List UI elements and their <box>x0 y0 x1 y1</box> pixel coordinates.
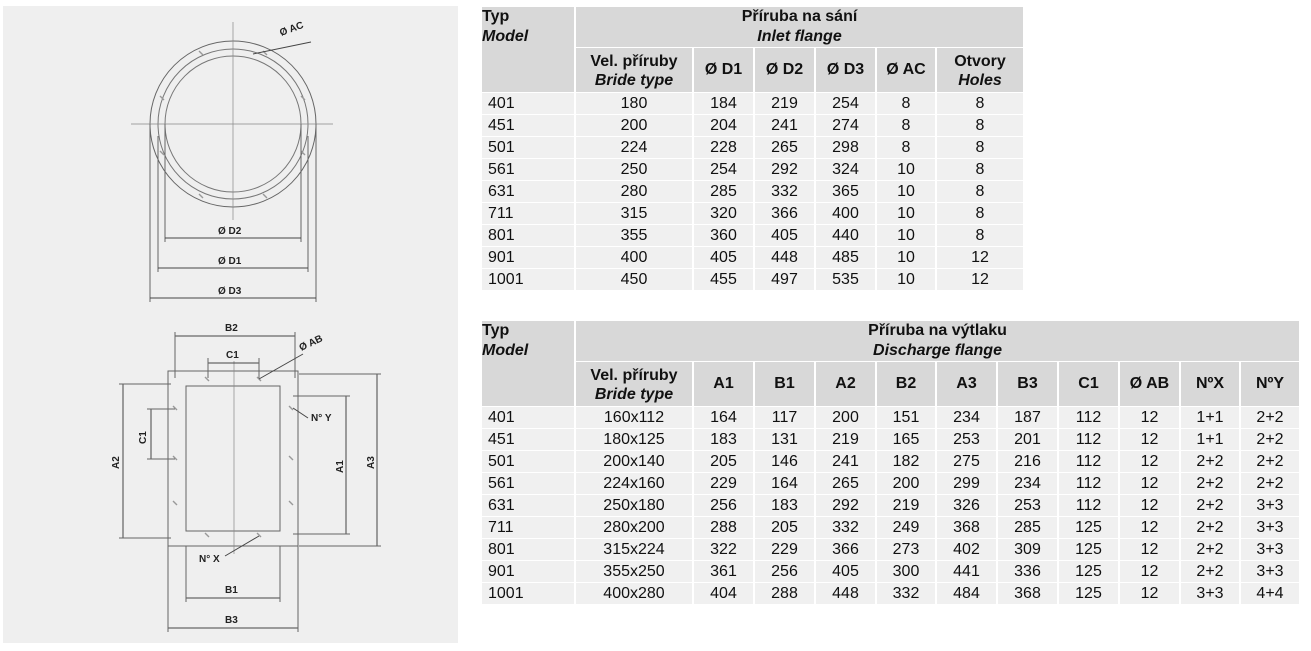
cell-d2: 497 <box>755 269 814 290</box>
cell-a1: 164 <box>694 407 753 428</box>
cell-a2: 200 <box>816 407 875 428</box>
table-row <box>482 495 1299 516</box>
col-header-b1: B1 <box>755 362 814 406</box>
cell-d1: 320 <box>694 203 753 224</box>
cell-c1: 125 <box>1059 561 1118 582</box>
table-row <box>482 583 1299 604</box>
cell-b1: 256 <box>755 561 814 582</box>
cell-model: 401 <box>482 93 574 114</box>
cell-a3: 275 <box>937 451 996 472</box>
cell-b2: 332 <box>877 583 935 604</box>
cell-d3: 535 <box>816 269 875 290</box>
cell-b1: 288 <box>755 583 814 604</box>
cell-model: 801 <box>482 539 574 560</box>
col-header-b2: B2 <box>877 362 935 406</box>
label-a2: A2 <box>111 456 122 469</box>
label-a1: A1 <box>335 460 346 473</box>
table-row <box>482 93 1023 114</box>
col-header-ny: NºY <box>1241 362 1299 406</box>
cell-ac: 10 <box>877 269 935 290</box>
cell-d1: 285 <box>694 181 753 202</box>
cell-a3: 484 <box>937 583 996 604</box>
cell-nx: 2+2 <box>1181 451 1239 472</box>
cell-d2: 219 <box>755 93 814 114</box>
cell-nx: 2+2 <box>1181 561 1239 582</box>
cell-b3: 187 <box>998 407 1057 428</box>
col-header-d1: Ø D1 <box>694 48 753 92</box>
cell-bride: 355x250 <box>576 561 692 582</box>
bride-type-header: Vel. příruby Bride type <box>576 48 692 92</box>
cell-b3: 234 <box>998 473 1057 494</box>
cell-bride: 280 <box>576 181 692 202</box>
label-c1-vertical: C1 <box>138 431 149 444</box>
discharge-table-body <box>482 407 1299 604</box>
cell-ab: 12 <box>1120 583 1179 604</box>
cell-model: 501 <box>482 137 574 158</box>
cell-ny: 2+2 <box>1241 429 1299 450</box>
cell-nx: 1+1 <box>1181 407 1239 428</box>
discharge-flange-table <box>480 320 1301 605</box>
cell-d1: 360 <box>694 225 753 246</box>
cell-d2: 366 <box>755 203 814 224</box>
cell-a2: 241 <box>816 451 875 472</box>
cell-a3: 402 <box>937 539 996 560</box>
cell-model: 1001 <box>482 583 574 604</box>
cell-bride: 224 <box>576 137 692 158</box>
cell-ac: 8 <box>877 93 935 114</box>
cell-holes: 8 <box>937 225 1023 246</box>
table-row <box>482 451 1299 472</box>
table-row <box>482 561 1299 582</box>
cell-holes: 12 <box>937 247 1023 268</box>
cell-d2: 332 <box>755 181 814 202</box>
cell-b2: 151 <box>877 407 935 428</box>
label-ny: N° Y <box>311 413 332 424</box>
table-row <box>482 429 1299 450</box>
table-row <box>482 517 1299 538</box>
cell-model: 1001 <box>482 269 574 290</box>
col-header-b3: B3 <box>998 362 1057 406</box>
technical-drawing-panel <box>3 6 458 643</box>
cell-a1: 205 <box>694 451 753 472</box>
cell-ny: 3+3 <box>1241 517 1299 538</box>
cell-a3: 326 <box>937 495 996 516</box>
cell-d1: 204 <box>694 115 753 136</box>
cell-ab: 12 <box>1120 429 1179 450</box>
cell-ab: 12 <box>1120 495 1179 516</box>
cell-a2: 219 <box>816 429 875 450</box>
inlet-flange-group-header: Příruba na sání Inlet flange <box>576 7 1023 47</box>
cell-b1: 117 <box>755 407 814 428</box>
table-row <box>482 203 1023 224</box>
cell-nx: 3+3 <box>1181 583 1239 604</box>
cell-a3: 299 <box>937 473 996 494</box>
cell-b2: 300 <box>877 561 935 582</box>
cell-ny: 3+3 <box>1241 561 1299 582</box>
cell-ny: 3+3 <box>1241 539 1299 560</box>
cell-d2: 448 <box>755 247 814 268</box>
cell-holes: 8 <box>937 159 1023 180</box>
cell-b1: 205 <box>755 517 814 538</box>
cell-d3: 274 <box>816 115 875 136</box>
cell-b2: 200 <box>877 473 935 494</box>
cell-b1: 183 <box>755 495 814 516</box>
cell-bride: 250 <box>576 159 692 180</box>
cell-model: 711 <box>482 203 574 224</box>
cell-b2: 219 <box>877 495 935 516</box>
table-row <box>482 137 1023 158</box>
cell-c1: 112 <box>1059 429 1118 450</box>
typ-model-header: Typ Model <box>482 7 574 92</box>
bride-type-header: Vel. příruby Bride type <box>576 362 692 406</box>
cell-nx: 2+2 <box>1181 517 1239 538</box>
cell-b1: 229 <box>755 539 814 560</box>
cell-c1: 125 <box>1059 539 1118 560</box>
cell-nx: 2+2 <box>1181 539 1239 560</box>
cell-model: 501 <box>482 451 574 472</box>
discharge-flange-group-header: Příruba na výtlaku Discharge flange <box>576 321 1299 361</box>
cell-b3: 216 <box>998 451 1057 472</box>
cell-ny: 3+3 <box>1241 495 1299 516</box>
cell-ab: 12 <box>1120 407 1179 428</box>
col-header-ab: Ø AB <box>1120 362 1179 406</box>
cell-bride: 180x125 <box>576 429 692 450</box>
cell-holes: 8 <box>937 93 1023 114</box>
cell-ab: 12 <box>1120 473 1179 494</box>
cell-model: 401 <box>482 407 574 428</box>
typ-model-header: Typ Model <box>482 321 574 406</box>
cell-d2: 241 <box>755 115 814 136</box>
cell-b2: 165 <box>877 429 935 450</box>
cell-a3: 234 <box>937 407 996 428</box>
cell-bride: 400x280 <box>576 583 692 604</box>
label-d1: Ø D1 <box>218 256 242 267</box>
cell-ny: 2+2 <box>1241 473 1299 494</box>
cell-bride: 160x112 <box>576 407 692 428</box>
cell-d3: 440 <box>816 225 875 246</box>
cell-a1: 322 <box>694 539 753 560</box>
cell-c1: 112 <box>1059 451 1118 472</box>
label-b2: B2 <box>225 323 238 334</box>
cell-holes: 12 <box>937 269 1023 290</box>
cell-d1: 405 <box>694 247 753 268</box>
cell-ny: 2+2 <box>1241 407 1299 428</box>
cell-bride: 280x200 <box>576 517 692 538</box>
col-header-nx: NºX <box>1181 362 1239 406</box>
cell-d3: 254 <box>816 93 875 114</box>
cell-c1: 112 <box>1059 473 1118 494</box>
cell-b1: 164 <box>755 473 814 494</box>
cell-bride: 200x140 <box>576 451 692 472</box>
cell-ac: 10 <box>877 247 935 268</box>
cell-c1: 125 <box>1059 583 1118 604</box>
table-row <box>482 407 1299 428</box>
cell-b1: 131 <box>755 429 814 450</box>
cell-b2: 273 <box>877 539 935 560</box>
cell-ny: 4+4 <box>1241 583 1299 604</box>
cell-d2: 292 <box>755 159 814 180</box>
cell-ny: 2+2 <box>1241 451 1299 472</box>
discharge-flange-drawing <box>119 332 381 632</box>
cell-model: 901 <box>482 561 574 582</box>
flange-drawing <box>3 6 458 643</box>
cell-model: 561 <box>482 473 574 494</box>
cell-b3: 309 <box>998 539 1057 560</box>
cell-bride: 315x224 <box>576 539 692 560</box>
cell-d3: 298 <box>816 137 875 158</box>
cell-a2: 448 <box>816 583 875 604</box>
cell-b3: 336 <box>998 561 1057 582</box>
inlet-flange-table <box>480 6 1025 291</box>
cell-a2: 332 <box>816 517 875 538</box>
cell-d3: 400 <box>816 203 875 224</box>
cell-model: 801 <box>482 225 574 246</box>
col-header-d3: Ø D3 <box>816 48 875 92</box>
label-ac: Ø AC <box>278 20 306 39</box>
cell-model: 901 <box>482 247 574 268</box>
col-header-a1: A1 <box>694 362 753 406</box>
cell-bride: 200 <box>576 115 692 136</box>
cell-d3: 485 <box>816 247 875 268</box>
cell-a3: 441 <box>937 561 996 582</box>
cell-nx: 1+1 <box>1181 429 1239 450</box>
label-d3: Ø D3 <box>218 286 242 297</box>
cell-ac: 10 <box>877 159 935 180</box>
cell-model: 711 <box>482 517 574 538</box>
cell-a1: 361 <box>694 561 753 582</box>
col-header-a3: A3 <box>937 362 996 406</box>
label-nx: N° X <box>199 554 220 565</box>
cell-bride: 400 <box>576 247 692 268</box>
cell-d1: 184 <box>694 93 753 114</box>
cell-d2: 265 <box>755 137 814 158</box>
cell-bride: 250x180 <box>576 495 692 516</box>
cell-b2: 249 <box>877 517 935 538</box>
cell-nx: 2+2 <box>1181 495 1239 516</box>
table-row <box>482 247 1023 268</box>
cell-b3: 201 <box>998 429 1057 450</box>
cell-model: 631 <box>482 495 574 516</box>
cell-nx: 2+2 <box>1181 473 1239 494</box>
cell-ac: 10 <box>877 225 935 246</box>
inlet-table-body <box>482 93 1023 290</box>
label-ab: Ø AB <box>297 333 325 354</box>
cell-d1: 254 <box>694 159 753 180</box>
cell-b3: 285 <box>998 517 1057 538</box>
col-header-a2: A2 <box>816 362 875 406</box>
cell-d3: 324 <box>816 159 875 180</box>
cell-b1: 146 <box>755 451 814 472</box>
cell-a1: 288 <box>694 517 753 538</box>
table-row <box>482 159 1023 180</box>
table-row <box>482 473 1299 494</box>
cell-a3: 253 <box>937 429 996 450</box>
cell-c1: 112 <box>1059 407 1118 428</box>
cell-bride: 180 <box>576 93 692 114</box>
label-d2: Ø D2 <box>218 226 242 237</box>
cell-ab: 12 <box>1120 539 1179 560</box>
cell-c1: 112 <box>1059 495 1118 516</box>
label-b3: B3 <box>225 615 238 626</box>
label-b1: B1 <box>225 585 238 596</box>
cell-a2: 292 <box>816 495 875 516</box>
cell-bride: 355 <box>576 225 692 246</box>
cell-ac: 10 <box>877 181 935 202</box>
cell-model: 451 <box>482 429 574 450</box>
cell-d1: 455 <box>694 269 753 290</box>
cell-holes: 8 <box>937 203 1023 224</box>
cell-d1: 228 <box>694 137 753 158</box>
cell-ac: 8 <box>877 115 935 136</box>
cell-holes: 8 <box>937 115 1023 136</box>
table-row <box>482 115 1023 136</box>
table-row <box>482 539 1299 560</box>
cell-a2: 366 <box>816 539 875 560</box>
holes-header: Otvory Holes <box>937 48 1023 92</box>
cell-a1: 229 <box>694 473 753 494</box>
cell-a1: 256 <box>694 495 753 516</box>
cell-c1: 125 <box>1059 517 1118 538</box>
cell-ac: 8 <box>877 137 935 158</box>
col-header-c1: C1 <box>1059 362 1118 406</box>
cell-ab: 12 <box>1120 517 1179 538</box>
cell-d2: 405 <box>755 225 814 246</box>
cell-a2: 265 <box>816 473 875 494</box>
cell-b3: 253 <box>998 495 1057 516</box>
cell-ab: 12 <box>1120 451 1179 472</box>
cell-a1: 404 <box>694 583 753 604</box>
cell-model: 561 <box>482 159 574 180</box>
label-c1: C1 <box>226 350 239 361</box>
cell-ab: 12 <box>1120 561 1179 582</box>
cell-b3: 368 <box>998 583 1057 604</box>
cell-holes: 8 <box>937 181 1023 202</box>
cell-a3: 368 <box>937 517 996 538</box>
cell-model: 631 <box>482 181 574 202</box>
table-row <box>482 269 1023 290</box>
cell-d3: 365 <box>816 181 875 202</box>
cell-holes: 8 <box>937 137 1023 158</box>
table-row <box>482 181 1023 202</box>
label-a3: A3 <box>366 456 377 469</box>
cell-bride: 450 <box>576 269 692 290</box>
cell-bride: 315 <box>576 203 692 224</box>
cell-b2: 182 <box>877 451 935 472</box>
col-header-ac: Ø AC <box>877 48 935 92</box>
col-header-d2: Ø D2 <box>755 48 814 92</box>
cell-a1: 183 <box>694 429 753 450</box>
cell-a2: 405 <box>816 561 875 582</box>
table-row <box>482 225 1023 246</box>
cell-bride: 224x160 <box>576 473 692 494</box>
cell-model: 451 <box>482 115 574 136</box>
cell-ac: 10 <box>877 203 935 224</box>
